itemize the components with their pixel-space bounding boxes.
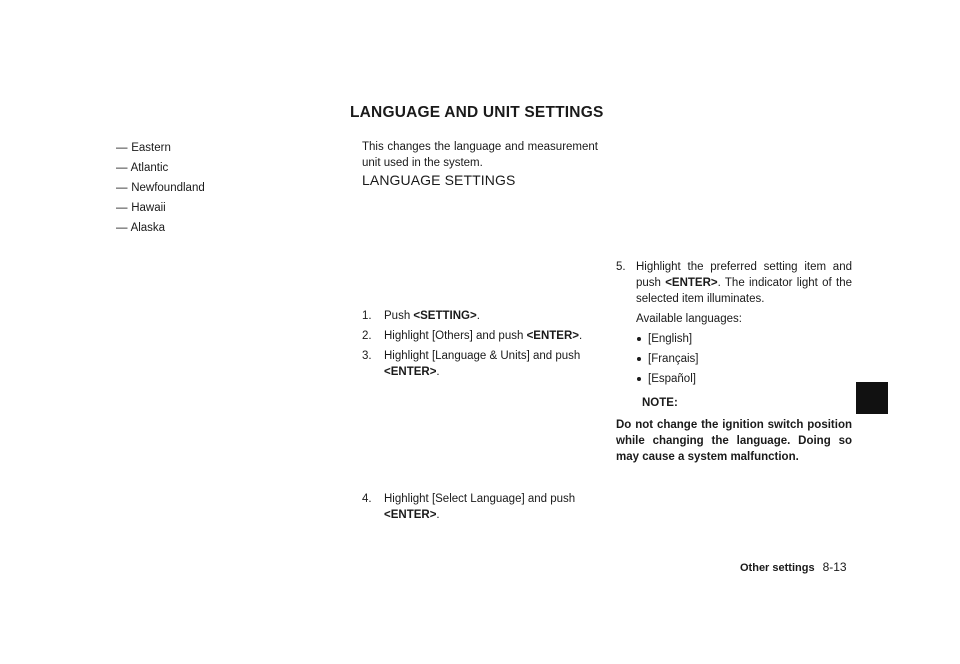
step-end: . [436,509,440,521]
step-1 [362,308,600,324]
step-number: 1. [362,310,372,322]
time-zone-item [116,161,205,181]
language-label: [Français] [648,353,699,365]
time-zone-label: Atlantic [130,162,169,174]
dash: — [116,142,128,154]
bullet-icon [637,377,641,381]
step-text: Highlight [Others] and push [384,330,527,342]
bullet-icon [637,357,641,361]
dash: — [116,202,128,214]
steps-list-continued [362,491,600,527]
step-5 [616,259,852,307]
steps-list [362,308,600,384]
step-number: 5. [616,261,626,273]
time-zone-list [116,141,205,241]
language-label: [Español] [648,373,696,385]
time-zone-item [116,141,205,161]
intro-paragraph: This changes the language and measurement unit used in the system. [362,141,598,169]
note-heading: NOTE: [642,397,678,409]
time-zone-label: Newfoundland [131,182,205,194]
step-text: Highlight [Select Language] and push [384,493,576,505]
note-body: Do not change the ignition switch position while changing the language. Doing so may cause a system malfunction. [616,419,852,463]
step-4 [362,491,600,523]
step-2 [362,328,600,344]
dash: — [116,222,128,234]
language-item [616,351,852,371]
step-key: <ENTER> [384,509,437,521]
time-zone-item [116,181,205,201]
language-label: [English] [648,333,693,345]
section-title: LANGUAGE AND UNIT SETTINGS [350,104,604,121]
step-end: . [436,366,440,378]
step-key: <ENTER> [665,277,718,289]
language-item [616,371,852,391]
dash: — [116,182,128,194]
step-number: 2. [362,330,372,342]
time-zone-label: Eastern [131,142,171,154]
step-key: <SETTING> [413,310,477,322]
page-footer [740,560,847,574]
language-item [616,331,852,351]
chapter-tab-marker [856,382,888,414]
step-end: . The indicator light of the selected item illuminates. [636,277,852,305]
step-number: 3. [362,350,372,362]
page-number: 8-13 [822,560,847,574]
step-text: Highlight [Language & Units] and push [384,350,581,362]
step-text: Highlight the preferred setting item and push [636,261,852,289]
step-end: . [578,330,583,342]
step-key: <ENTER> [384,366,437,378]
step-number: 4. [362,493,372,505]
available-languages-label: Available languages: [636,313,742,325]
time-zone-label: Hawaii [131,202,166,214]
step-3 [362,348,600,380]
step-text: Push [384,310,414,322]
time-zone-item [116,201,205,221]
bullet-icon [637,337,641,341]
dash: — [116,162,128,174]
time-zone-label: Alaska [130,222,166,234]
step-end: . [476,310,480,322]
subheading: LANGUAGE SETTINGS [362,172,516,188]
right-column [616,259,852,465]
time-zone-item [116,221,205,241]
step-key: <ENTER> [526,330,579,342]
footer-section: Other settings [740,562,815,574]
